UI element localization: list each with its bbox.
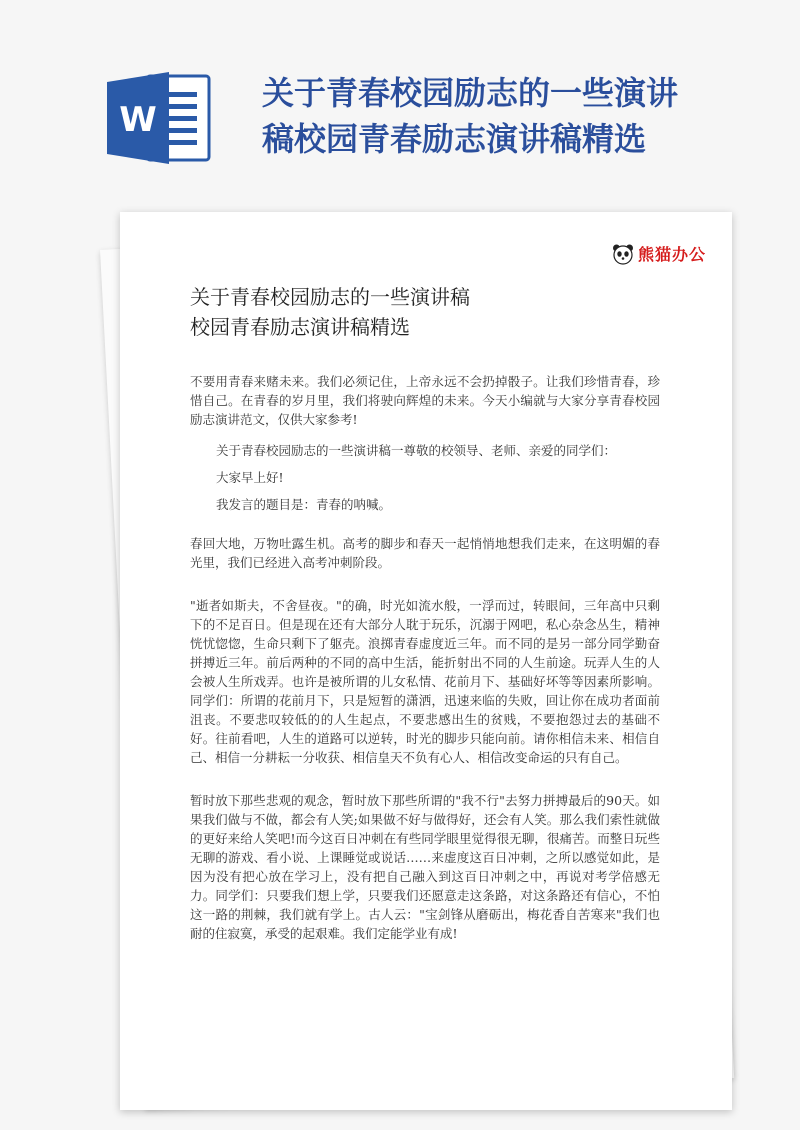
word-document-icon bbox=[103, 68, 223, 168]
brand-logo bbox=[612, 242, 706, 265]
banner-title bbox=[262, 70, 782, 162]
topic-line: 我发言的题目是：青春的呐喊。 bbox=[216, 497, 392, 512]
logo-text: 熊猫办公 bbox=[637, 245, 706, 264]
banner-title-line-1: 关于青春校园励志的一些演讲 bbox=[262, 74, 679, 112]
svg-text:W: W bbox=[119, 100, 157, 140]
greeting-line: 大家早上好! bbox=[216, 470, 284, 485]
body-paragraph-1: 春回大地，万物吐露生机。高考的脚步和春天一起悄悄地想我们走来，在这明媚的春光里，我们已经进入高考冲刺阶段。 bbox=[190, 536, 660, 570]
document-title-line-1: 关于青春校园励志的一些演讲稿 bbox=[190, 285, 470, 309]
document-title-line-2: 校园青春励志演讲稿精选 bbox=[190, 315, 410, 339]
banner-title-line-2: 稿校园青春励志演讲稿精选 bbox=[262, 120, 647, 158]
document-page bbox=[120, 212, 732, 1110]
salutation-line: 关于青春校园励志的一些演讲稿一尊敬的校领导、老师、亲爱的同学们： bbox=[216, 443, 617, 458]
document-body bbox=[190, 372, 660, 943]
intro-paragraph: 不要用青春来赌未来。我们必须记住，上帝永远不会扔掉骰子。让我们珍惜青春，珍惜自己。在青春的岁月里，我们将驶向辉煌的未来。今天小编就与大家分享青春校园励志演讲范文，仅供大家参考! bbox=[190, 374, 660, 427]
body-paragraph-2: "逝者如斯夫，不舍昼夜。"的确，时光如流水般，一浮而过，转眼间，三年高中只剩下的不足百日。但是现在还有大部分人耽于玩乐，沉溺于网吧，私心杂念丛生，精神恍忧惚惚，生命只剩下了躯壳。浪掷青春虚度近三年。而不同的是另一部分同学勤奋拼搏近三年。前后两种的不同的高中生活，能折射出不同的人生前途。玩弄人生的人会被人生所戏弄。也许是被所谓的儿女私情、花前月下、基础好坏等等因素所影响。同学们：所谓的花前月下，只是短暂的潇洒，迅速来临的失败，回让你在成功者面前沮丧。不要悲叹较低的的人生起点，不要悲感出生的贫贱，不要抱怨过去的基础不好。往前看吧，人生的道路可以逆转，时光的脚步只能向前。请你相信未来、相信自己、相信一分耕耘一分收获、相信皇天不负有心人、相信改变命运的只有自己。 bbox=[190, 598, 660, 765]
panda-icon bbox=[612, 243, 634, 265]
document-title bbox=[190, 282, 470, 342]
banner-header bbox=[0, 0, 800, 200]
body-paragraph-3: 暂时放下那些悲观的观念，暂时放下那些所谓的"我不行"去努力拼搏最后的90天。如果我们做与不做，都会有人笑;如果做不好与做得好，还会有人笑。那么我们索性就做的更好来给人笑吧!而今这百日冲刺在有些同学眼里觉得很无聊，很痛苦。而整日玩些无聊的游戏、看小说、上课睡觉或说话……来虚度这百日冲刺，之所以感觉如此，是因为没有把心放在学习上，没有把自己融入到这百日冲刺之中，再说对考学倍感无力。同学们：只要我们想上学，只要我们还愿意走这条路，对这条路还有信心，不怕这一路的荆棘，我们就有学上。古人云："宝剑锋从磨砺出，梅花香自苦寒来"我们也耐的住寂寞，承受的起艰难。我们定能学业有成! bbox=[190, 793, 660, 941]
